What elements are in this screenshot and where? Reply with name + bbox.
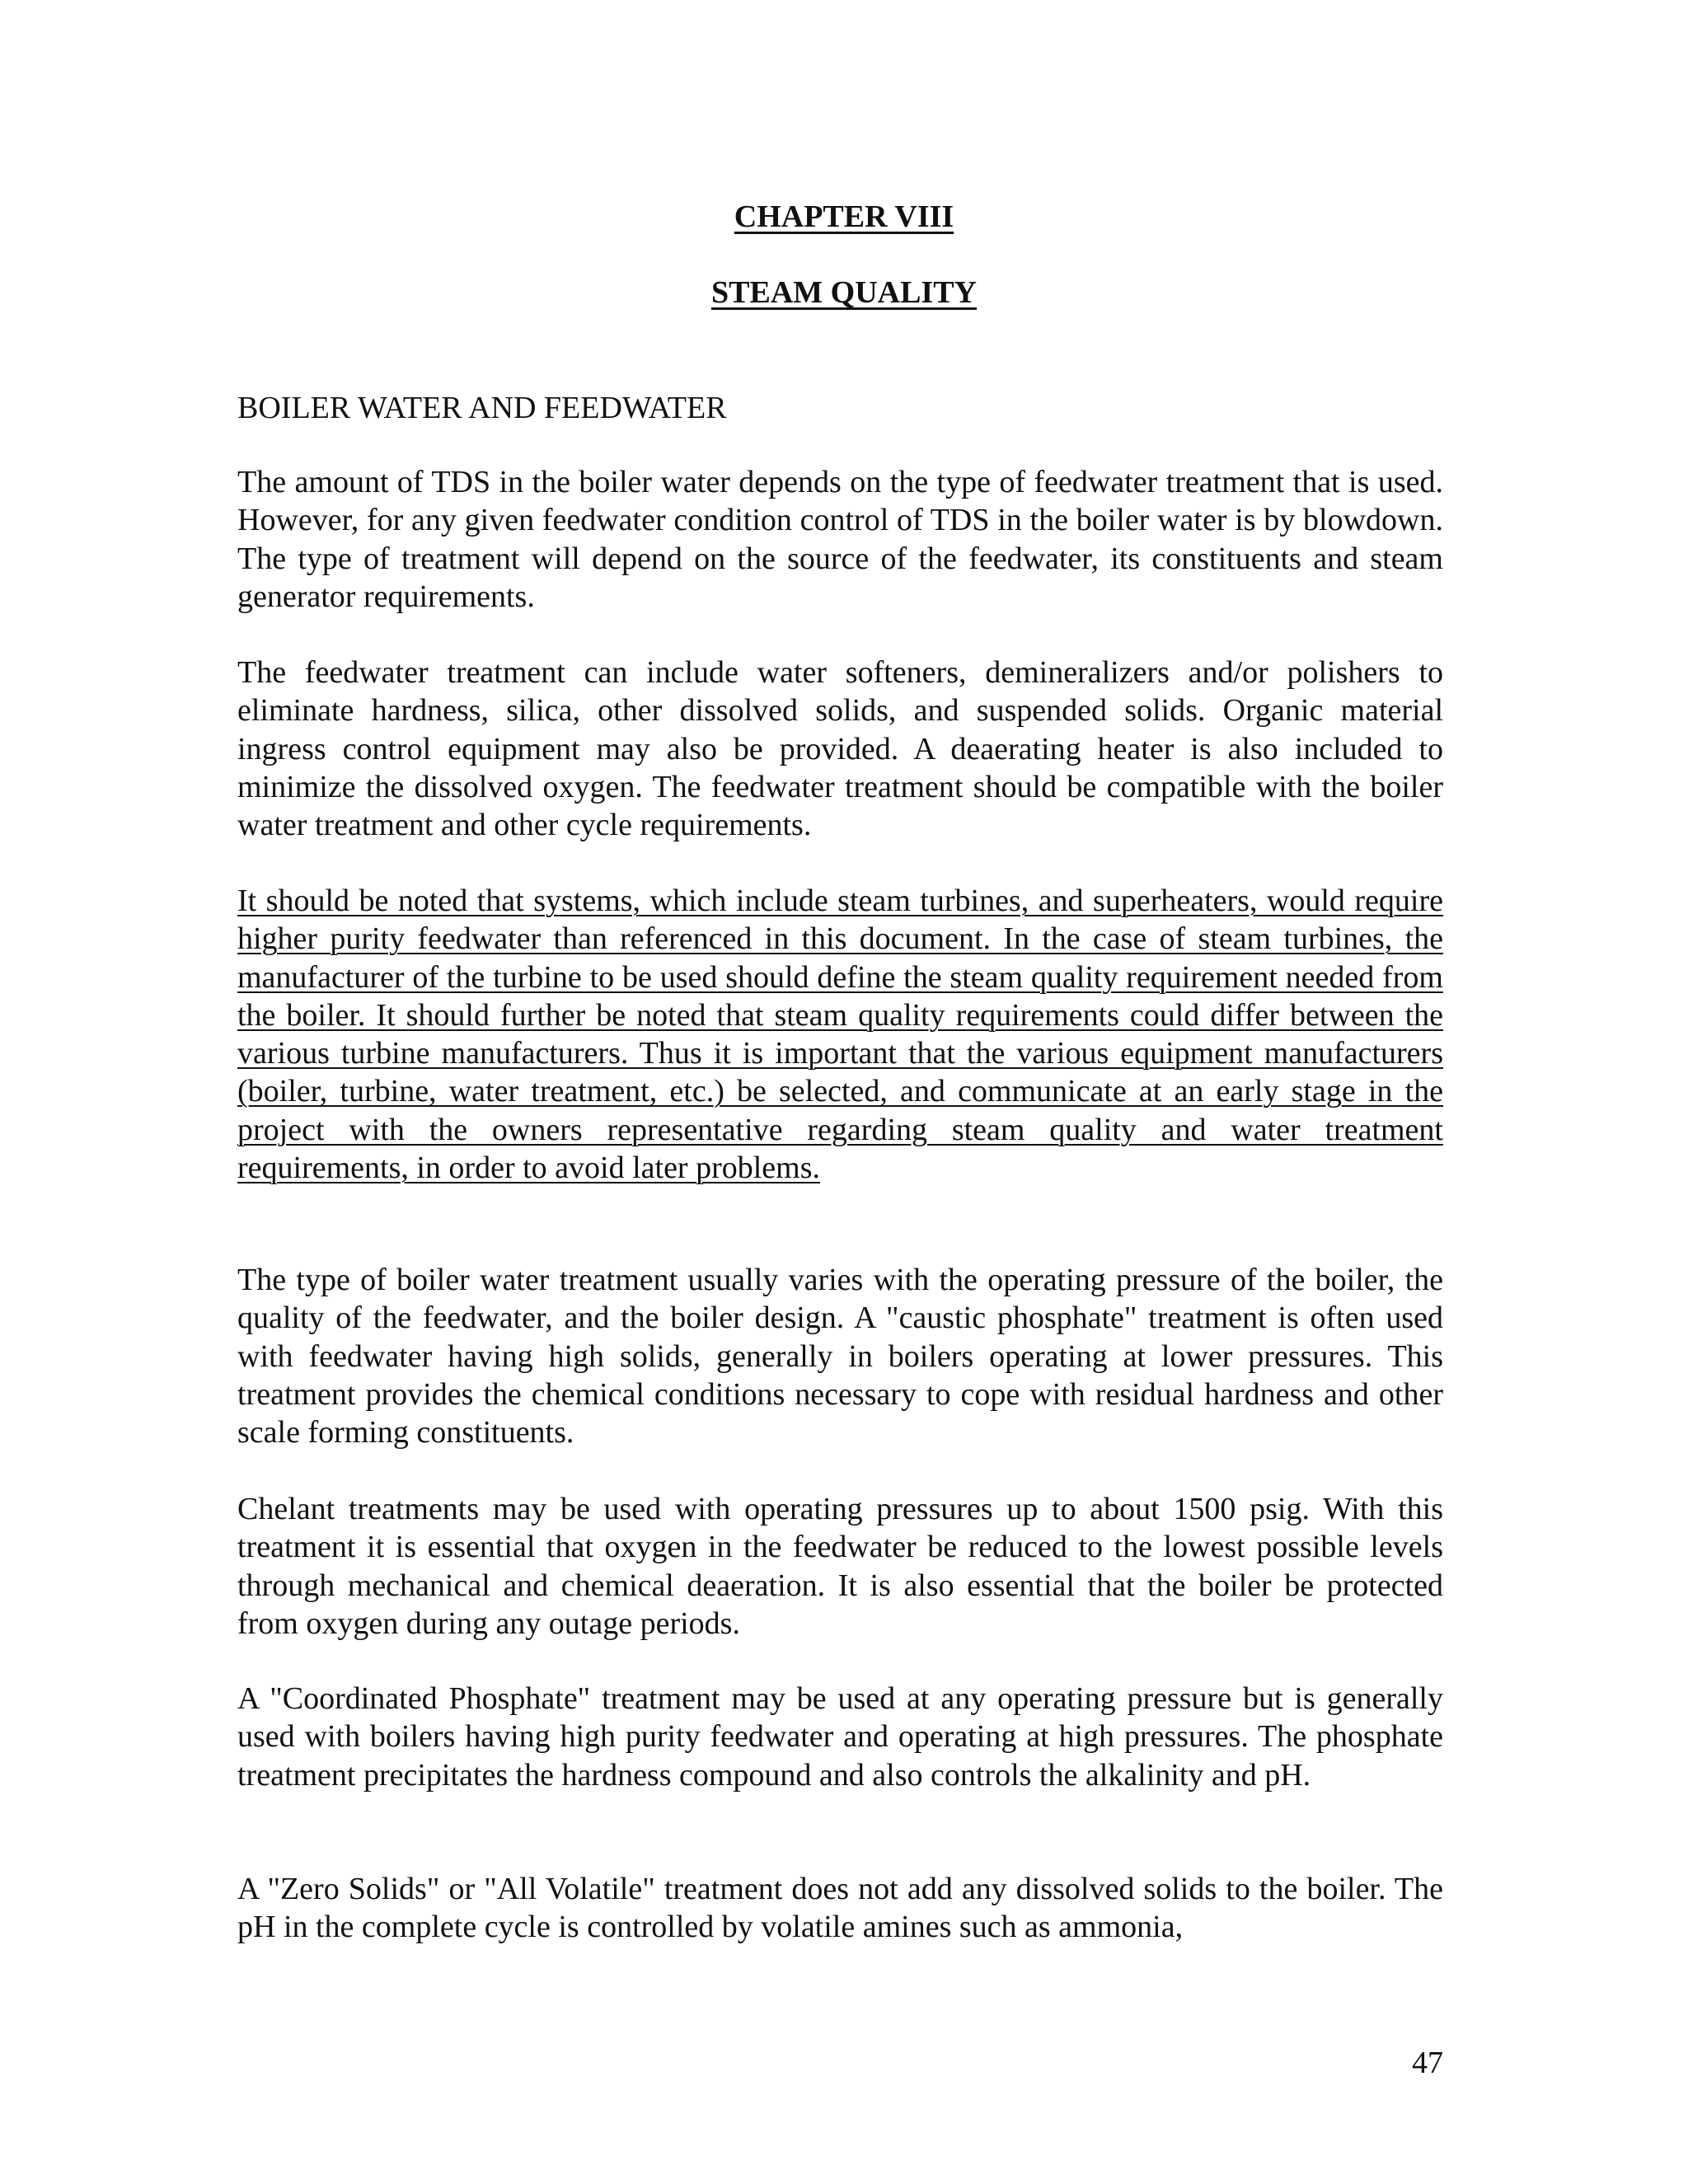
paragraph-steam-turbines-note: It should be noted that systems, which include steam turbines, and superheaters, would require higher purity feedwater than referenced in this document. In the case of steam turbines, the manufacturer of the turbine to be used should define the steam quality requirement needed from the boiler. It should further be noted that steam quality requirements could differ between the various turbine manufacturers. Thus it is important that the various equipment manufacturers (boiler, turbine, water treatment, etc.) be selected, and communicate at an early stage in the project with the owners representative regarding steam quality and water treatment requirements, in order to avoid later problems. [237,883,1443,1186]
page-number: 47 [1412,2046,1443,2080]
paragraph-zero-solids: A "Zero Solids" or "All Volatile" treatment does not add any dissolved solids to the boiler. The pH in the complete cycle is controlled by volatile amines such as ammonia, [237,1872,1443,1945]
paragraph-chelant: Chelant treatments may be used with operating pressures up to about 1500 psig. With this treatment it is essential that oxygen in the feedwater be reduced to the lowest possible levels through mechanical and chemical deaeration. It is also essential that the boiler be protected from oxygen during any outage periods. [237,1492,1443,1641]
chapter-number-text: CHAPTER VIII [734,199,954,234]
section-title: BOILER WATER AND FEEDWATER [237,391,727,425]
paragraph-coordinated-phosphate: A "Coordinated Phosphate" treatment may be used at any operating pressure but is generally used with boilers having high purity feedwater and operating at high pressures. The phosphate treatment precipitates the hardness compound and also controls the alkalinity and pH. [237,1681,1443,1793]
paragraph-caustic-phosphate: The type of boiler water treatment usually varies with the operating pressure of the boiler, the quality of the feedwater, and the boiler design. A "caustic phosphate" treatment is often used with feedwater having high solids, generally in boilers operating at lower pressures. This treatment provides the chemical conditions necessary to cope with residual hardness and other scale forming constituents. [237,1263,1443,1451]
chapter-title-heading [0,274,1688,312]
chapter-title-text: STEAM QUALITY [711,275,977,310]
paragraph-tds: The amount of TDS in the boiler water depends on the type of feedwater treatment that is used. However, for any given feedwater condition control of TDS in the boiler water is by blowdown. The type of treatment will depend on the source of the feedwater, its constituents and steam generator requirements. [237,465,1443,614]
paragraph-feedwater-treatment: The feedwater treatment can include water softeners, demineralizers and/or polishers to eliminate hardness, silica, other dissolved solids, and suspended solids. Organic material ingress control equipment may also be provided. A deaerating heater is also included to minimize the dissolved oxygen. The feedwater treatment should be compatible with the boiler water treatment and other cycle requirements. [237,655,1443,843]
chapter-number-heading [0,198,1688,236]
